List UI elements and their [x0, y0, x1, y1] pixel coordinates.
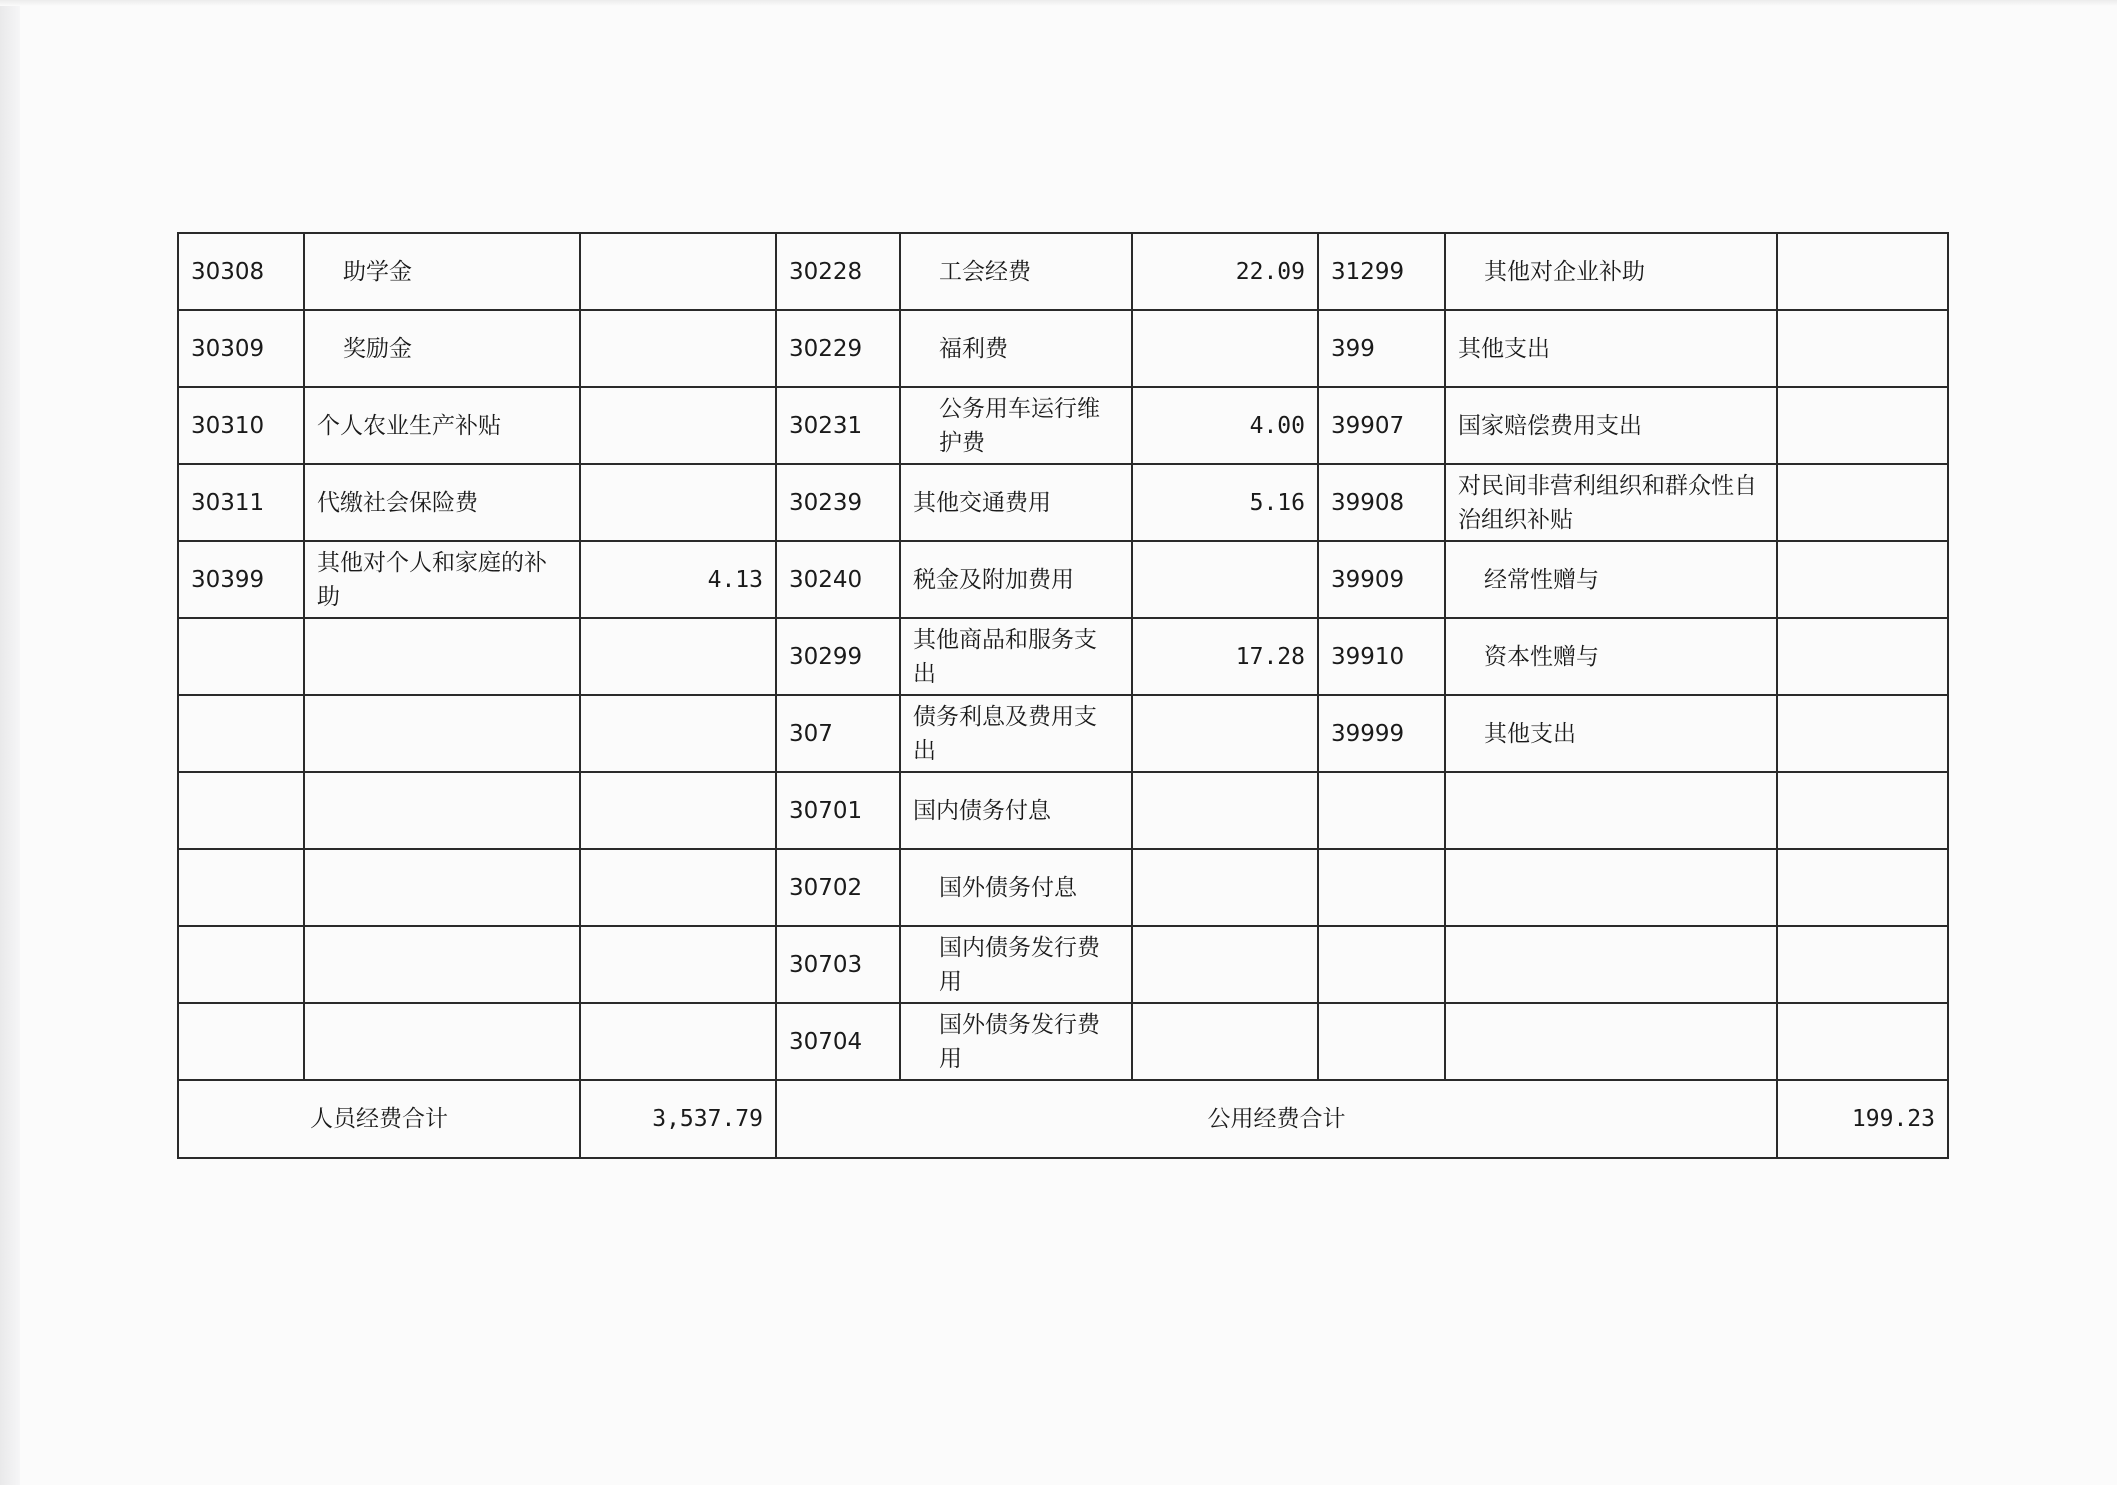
code-cell-3: 39908	[1318, 464, 1445, 541]
code-cell-3: 399	[1318, 310, 1445, 387]
name-cell-3: 其他对企业补助	[1445, 233, 1777, 310]
value-cell-3	[1777, 310, 1948, 387]
name-cell-3: 经常性赠与	[1445, 541, 1777, 618]
value-cell-1: 4.13	[580, 541, 776, 618]
name-cell-1: 奖励金	[304, 310, 580, 387]
name-cell-2: 其他交通费用	[900, 464, 1132, 541]
totals-row	[178, 1080, 1948, 1158]
value-cell-1	[580, 464, 776, 541]
table-row	[178, 310, 1948, 387]
table-row	[178, 233, 1948, 310]
name-cell-2: 工会经费	[900, 233, 1132, 310]
code-cell-2: 30240	[776, 541, 900, 618]
code-cell-1	[178, 618, 304, 695]
public-total-label: 公用经费合计	[776, 1080, 1777, 1158]
name-cell-3	[1445, 849, 1777, 926]
value-cell-2: 17.28	[1132, 618, 1318, 695]
table-row	[178, 618, 1948, 695]
value-cell-1	[580, 772, 776, 849]
code-cell-1: 30309	[178, 310, 304, 387]
name-cell-2: 公务用车运行维护费	[900, 387, 1132, 464]
code-cell-3: 39907	[1318, 387, 1445, 464]
name-cell-2: 国外债务付息	[900, 849, 1132, 926]
name-cell-1: 其他对个人和家庭的补助	[304, 541, 580, 618]
name-cell-1	[304, 772, 580, 849]
value-cell-3	[1777, 233, 1948, 310]
value-cell-3	[1777, 926, 1948, 1003]
name-cell-3: 其他支出	[1445, 695, 1777, 772]
name-cell-2: 国内债务发行费用	[900, 926, 1132, 1003]
code-cell-1: 30310	[178, 387, 304, 464]
code-cell-1	[178, 1003, 304, 1080]
table-body	[178, 233, 1948, 1080]
code-cell-2: 307	[776, 695, 900, 772]
value-cell-1	[580, 1003, 776, 1080]
table-row	[178, 464, 1948, 541]
table-row	[178, 772, 1948, 849]
value-cell-1	[580, 233, 776, 310]
table-row	[178, 541, 1948, 618]
code-cell-3: 39909	[1318, 541, 1445, 618]
public-total-value: 199.23	[1777, 1080, 1948, 1158]
value-cell-3	[1777, 772, 1948, 849]
code-cell-2: 30231	[776, 387, 900, 464]
table-row	[178, 926, 1948, 1003]
code-cell-2: 30702	[776, 849, 900, 926]
code-cell-2: 30228	[776, 233, 900, 310]
value-cell-2	[1132, 772, 1318, 849]
name-cell-2: 福利费	[900, 310, 1132, 387]
name-cell-3: 其他支出	[1445, 310, 1777, 387]
name-cell-1	[304, 618, 580, 695]
code-cell-2: 30704	[776, 1003, 900, 1080]
value-cell-2: 5.16	[1132, 464, 1318, 541]
page-top-edge	[0, 0, 2117, 6]
code-cell-3: 39999	[1318, 695, 1445, 772]
personnel-total-value: 3,537.79	[580, 1080, 776, 1158]
name-cell-1: 助学金	[304, 233, 580, 310]
value-cell-1	[580, 926, 776, 1003]
name-cell-3: 资本性赠与	[1445, 618, 1777, 695]
name-cell-1	[304, 849, 580, 926]
table-row	[178, 695, 1948, 772]
value-cell-3	[1777, 618, 1948, 695]
value-cell-3	[1777, 849, 1948, 926]
value-cell-3	[1777, 464, 1948, 541]
table-row	[178, 387, 1948, 464]
value-cell-2: 4.00	[1132, 387, 1318, 464]
value-cell-3	[1777, 1003, 1948, 1080]
code-cell-3: 31299	[1318, 233, 1445, 310]
name-cell-1	[304, 926, 580, 1003]
code-cell-2: 30701	[776, 772, 900, 849]
code-cell-3	[1318, 849, 1445, 926]
table-row	[178, 849, 1948, 926]
name-cell-3	[1445, 1003, 1777, 1080]
code-cell-1	[178, 695, 304, 772]
personnel-total-label: 人员经费合计	[178, 1080, 580, 1158]
value-cell-3	[1777, 695, 1948, 772]
value-cell-2	[1132, 849, 1318, 926]
code-cell-3	[1318, 772, 1445, 849]
name-cell-2: 税金及附加费用	[900, 541, 1132, 618]
value-cell-1	[580, 618, 776, 695]
value-cell-2	[1132, 695, 1318, 772]
code-cell-1: 30399	[178, 541, 304, 618]
scan-edge	[0, 0, 20, 1485]
code-cell-2: 30299	[776, 618, 900, 695]
name-cell-3	[1445, 772, 1777, 849]
code-cell-3	[1318, 926, 1445, 1003]
value-cell-2: 22.09	[1132, 233, 1318, 310]
name-cell-3	[1445, 926, 1777, 1003]
budget-expenditure-table	[177, 232, 1949, 1159]
name-cell-1: 代缴社会保险费	[304, 464, 580, 541]
code-cell-1	[178, 849, 304, 926]
name-cell-2: 债务利息及费用支出	[900, 695, 1132, 772]
name-cell-1	[304, 1003, 580, 1080]
name-cell-2: 国内债务付息	[900, 772, 1132, 849]
code-cell-1	[178, 772, 304, 849]
value-cell-2	[1132, 310, 1318, 387]
name-cell-3: 对民间非营利组织和群众性自治组织补贴	[1445, 464, 1777, 541]
value-cell-2	[1132, 1003, 1318, 1080]
name-cell-2: 其他商品和服务支出	[900, 618, 1132, 695]
name-cell-2: 国外债务发行费用	[900, 1003, 1132, 1080]
value-cell-3	[1777, 387, 1948, 464]
value-cell-2	[1132, 926, 1318, 1003]
value-cell-1	[580, 695, 776, 772]
code-cell-3: 39910	[1318, 618, 1445, 695]
value-cell-1	[580, 387, 776, 464]
value-cell-1	[580, 849, 776, 926]
value-cell-3	[1777, 541, 1948, 618]
code-cell-2: 30229	[776, 310, 900, 387]
name-cell-3: 国家赔偿费用支出	[1445, 387, 1777, 464]
code-cell-2: 30703	[776, 926, 900, 1003]
table-row	[178, 1003, 1948, 1080]
code-cell-1: 30311	[178, 464, 304, 541]
name-cell-1: 个人农业生产补贴	[304, 387, 580, 464]
code-cell-2: 30239	[776, 464, 900, 541]
code-cell-3	[1318, 1003, 1445, 1080]
name-cell-1	[304, 695, 580, 772]
code-cell-1: 30308	[178, 233, 304, 310]
value-cell-1	[580, 310, 776, 387]
value-cell-2	[1132, 541, 1318, 618]
code-cell-1	[178, 926, 304, 1003]
